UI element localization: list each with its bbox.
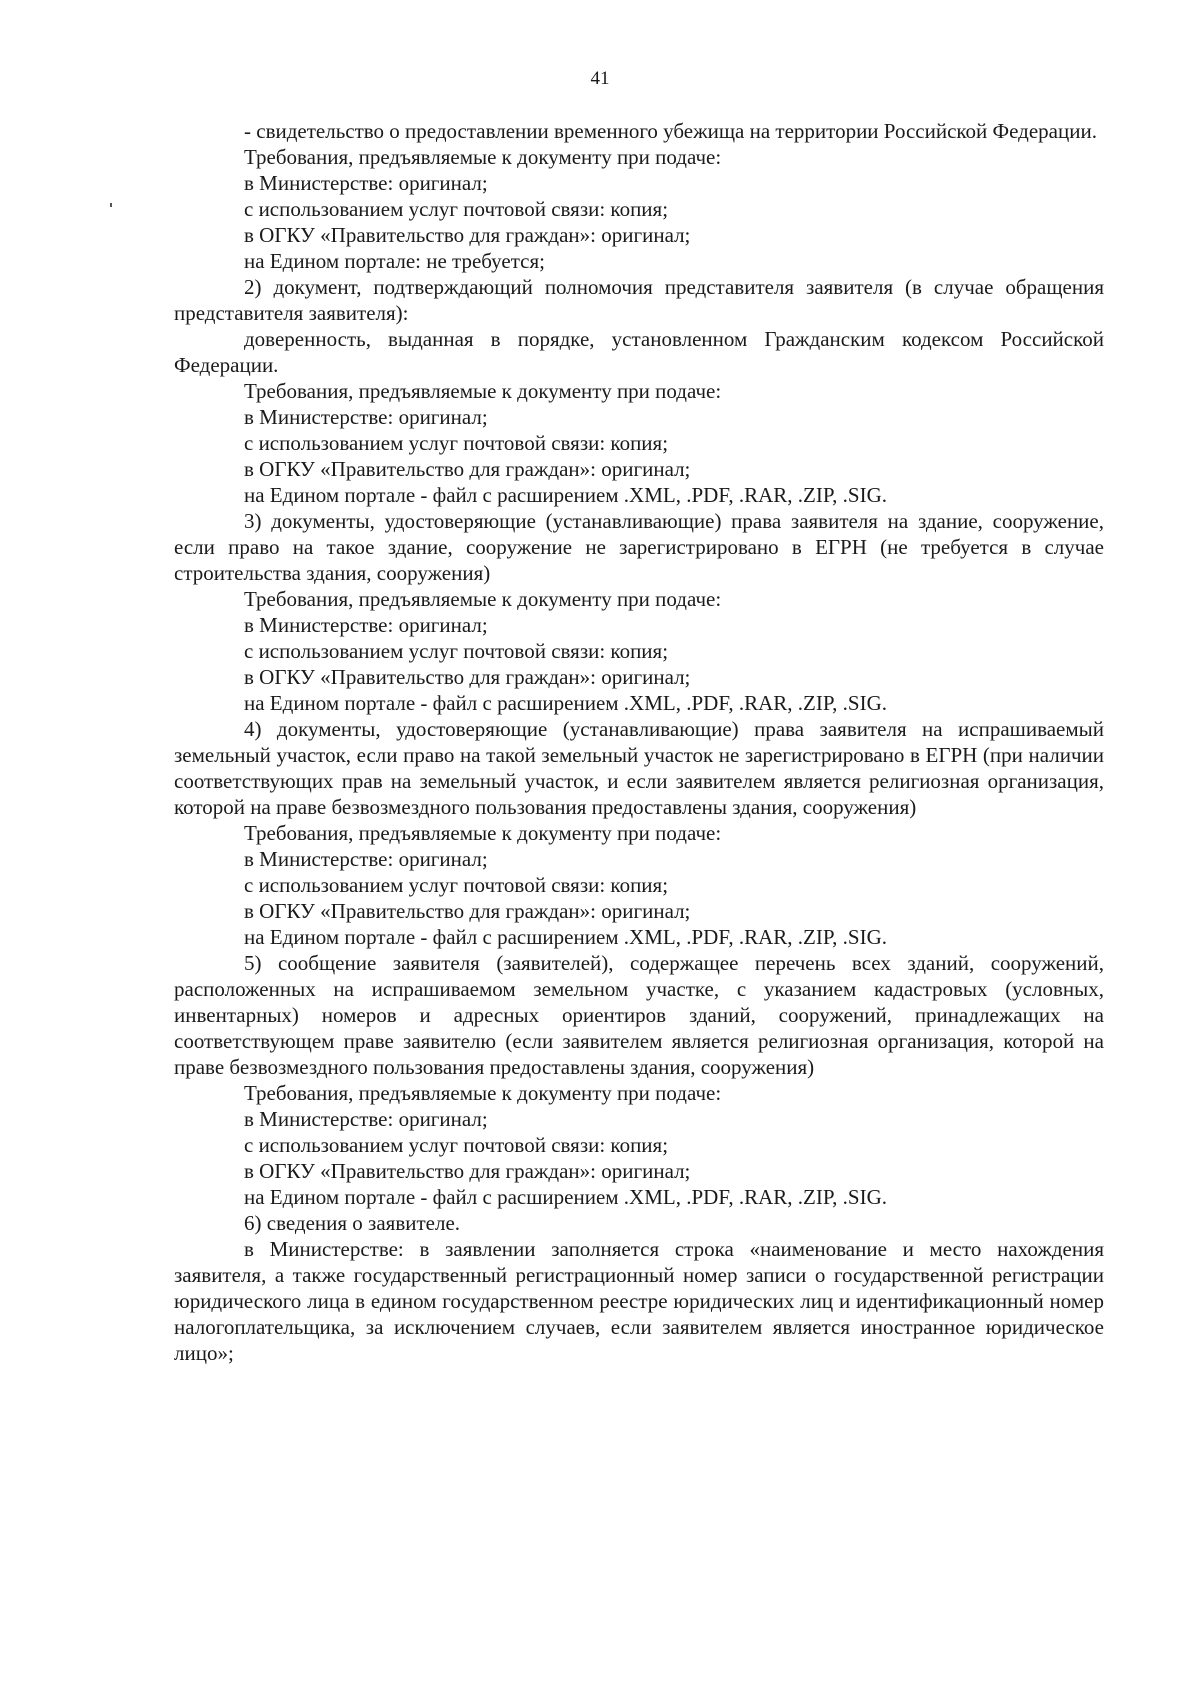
paragraph: с использованием услуг почтовой связи: копия; [244, 431, 669, 455]
paragraph: в Министерстве: в заявлении заполняется строка «наименование и место нахождения заявителя, а также государственный регистрационный номер записи о государственной регистрации юридического лица в едином государственном реестре юридических лиц и идентификационный номер налогоплательщика, за исключением случаев, если заявителем является иностранное юридическое лицо»; [174, 1237, 1104, 1365]
paragraph: в Министерстве: оригинал; [244, 171, 488, 195]
paragraph: с использованием услуг почтовой связи: копия; [244, 639, 669, 663]
paragraph: с использованием услуг почтовой связи: копия; [244, 873, 669, 897]
paragraph: 5) сообщение заявителя (заявителей), содержащее перечень всех зданий, сооружений, расположенных на испрашиваемом земельном участке, с указанием кадастровых (условных, инвентарных) номеров и адресных ориентиров зданий, сооружений, принадлежащих на соответствующем праве заявителю (если заявителем является религиозная организация, которой на праве безвозмездного пользования предоставлены здания, сооружения) [174, 951, 1104, 1079]
paragraph: в Министерстве: оригинал; [244, 1107, 488, 1131]
margin-mark [110, 203, 112, 207]
paragraph: 3) документы, удостоверяющие (устанавливающие) права заявителя на здание, сооружение, если право на такое здание, сооружение не зарегистрировано в ЕГРН (не требуется в случае строительства здания, сооружения) [174, 509, 1104, 585]
paragraph: в ОГКУ «Правительство для граждан»: оригинал; [244, 457, 691, 481]
document-body [174, 118, 1104, 1366]
paragraph: - свидетельство о предоставлении временного убежища на территории Российской Федерации. [244, 119, 1097, 143]
paragraph: 4) документы, удостоверяющие (устанавливающие) права заявителя на испрашиваемый земельный участок, если право на такой земельный участок не зарегистрировано в ЕГРН (при наличии соответствующих прав на земельный участок, и если заявителем является религиозная организация, которой на праве безвозмездного пользования предоставлены здания, сооружения) [174, 717, 1104, 819]
paragraph: с использованием услуг почтовой связи: копия; [244, 197, 669, 221]
paragraph: Требования, предъявляемые к документу при подаче: [244, 1081, 722, 1105]
paragraph: доверенность, выданная в порядке, установленном Гражданским кодексом Российской Федерации. [174, 327, 1104, 377]
paragraph: 6) сведения о заявителе. [244, 1211, 461, 1235]
paragraph: в ОГКУ «Правительство для граждан»: оригинал; [244, 223, 691, 247]
paragraph: в Министерстве: оригинал; [244, 405, 488, 429]
paragraph: Требования, предъявляемые к документу при подаче: [244, 145, 722, 169]
paragraph: Требования, предъявляемые к документу при подаче: [244, 379, 722, 403]
paragraph: в ОГКУ «Правительство для граждан»: оригинал; [244, 665, 691, 689]
paragraph: в Министерстве: оригинал; [244, 847, 488, 871]
paragraph: 2) документ, подтверждающий полномочия представителя заявителя (в случае обращения представителя заявителя): [174, 275, 1104, 325]
paragraph: на Едином портале - файл с расширением .XML, .PDF, .RAR, .ZIP, .SIG. [244, 925, 888, 949]
paragraph: на Едином портале: не требуется; [244, 249, 545, 273]
paragraph: на Едином портале - файл с расширением .XML, .PDF, .RAR, .ZIP, .SIG. [244, 1185, 888, 1209]
paragraph: Требования, предъявляемые к документу при подаче: [244, 587, 722, 611]
page-number: 41 [590, 68, 610, 89]
paragraph: Требования, предъявляемые к документу при подаче: [244, 821, 722, 845]
paragraph: на Едином портале - файл с расширением .XML, .PDF, .RAR, .ZIP, .SIG. [244, 691, 888, 715]
paragraph: в Министерстве: оригинал; [244, 613, 488, 637]
paragraph: в ОГКУ «Правительство для граждан»: оригинал; [244, 899, 691, 923]
paragraph: на Едином портале - файл с расширением .XML, .PDF, .RAR, .ZIP, .SIG. [244, 483, 888, 507]
paragraph: с использованием услуг почтовой связи: копия; [244, 1133, 669, 1157]
paragraph: в ОГКУ «Правительство для граждан»: оригинал; [244, 1159, 691, 1183]
